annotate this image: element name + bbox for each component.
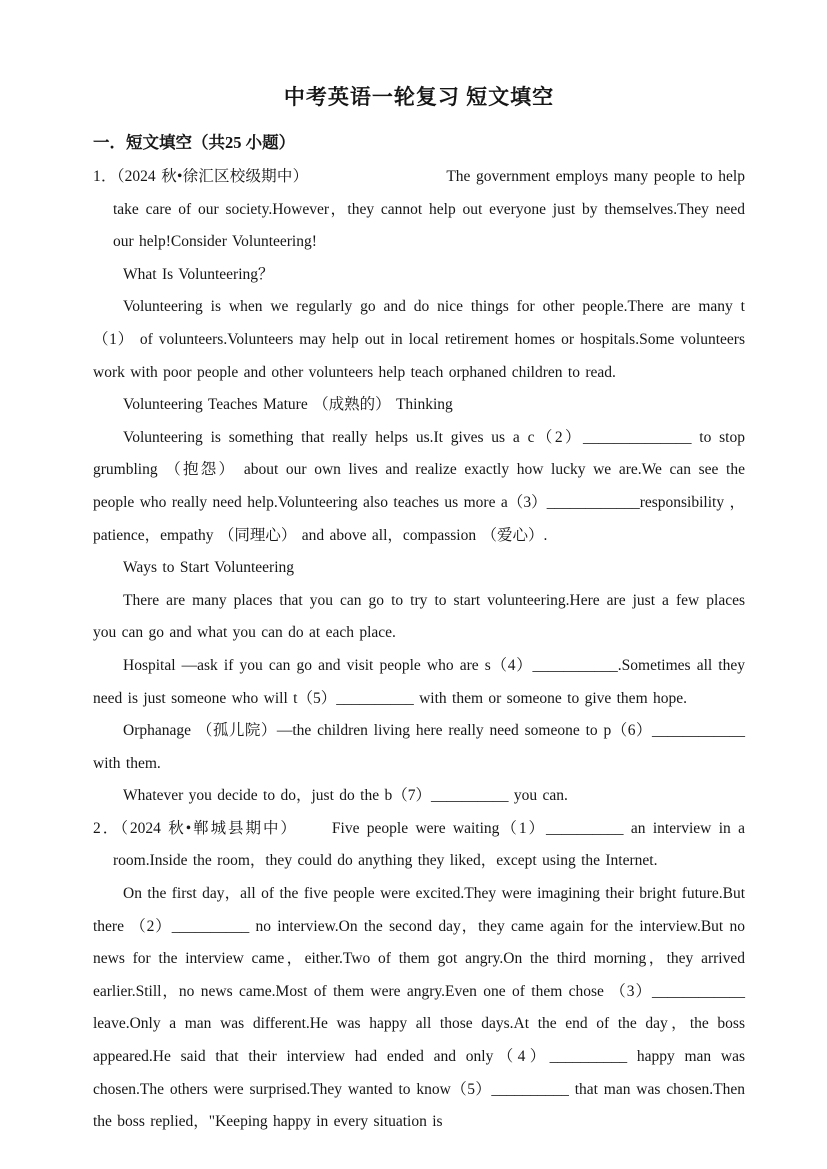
item-number: 2． xyxy=(93,819,121,837)
item-paragraph: Ways to Start Volunteering xyxy=(123,559,295,577)
item-paragraph: Volunteering Teaches Mature （成熟的） Thinking xyxy=(123,396,453,414)
item-paragraph: Whatever you decide to do，just do the b（7）__________ you can. xyxy=(123,787,568,805)
item-lead-paragraph xyxy=(93,161,745,259)
exercise-item-2 xyxy=(93,813,745,1139)
item-number: 1． xyxy=(93,168,117,185)
item-paragraph: Hospital —ask if you can go and visit people who are s（4）___________.Sometimes all they need is just someone who will t（5）__________ with them or someone to give them hope. xyxy=(93,656,745,707)
item-paragraph: Volunteering is something that really helps us.It gives us a c（2）______________ to stop grumbling （抱怨） about our own lives and realize exactly how lucky we are.We can see the people who really need help.Volunteering also teaches us more a（3）____________responsibility ，patience，empathy （同理心） and above all，compassion （爱心）. xyxy=(93,428,745,544)
item-paragraph: What Is Volunteering？ xyxy=(123,265,274,283)
item-paragraph: Volunteering is when we regularly go and do nice things for other people.There are many t（1） of volunteers.Volunteers may help out in local retirement homes or hospitals.Some volunteers work with poor people and other volunteers help teach orphaned children to read. xyxy=(93,298,745,381)
item-lead-text: Five people were waiting（1）__________ an interview in a room.Inside the room，they could do anything they liked，except using the Internet. xyxy=(113,819,745,870)
item-lead-text: The government employs many people to help take care of our society.However，they cannot help out everyone just by themselves.They need our help!Consider Volunteering! xyxy=(113,168,745,251)
item-paragraph: On the first day，all of the five people were excited.They were imagining their bright future.But there （2）__________ no interview.On the second day，they came again for the interview.But no news for the interview came，either.Two of them got angry.On the third morning，they arrived earlier.Still，no news came.Most of them were angry.Even one of them chose （3）____________ leave.Only a man was different.He was happy all those days.At the end of the day，the boss appeared.He said that their interview had ended and only（4）__________ happy man was chosen.The others were surprised.They wanted to know（5）__________ that man was chosen.Then the boss replied，"Keeping happy in every situation is xyxy=(93,885,745,1131)
item-lead-paragraph xyxy=(93,813,745,878)
item-paragraph: There are many places that you can go to try to start volunteering.Here are just a few places you can go and what you can do at each place. xyxy=(93,591,745,642)
exercise-item-1 xyxy=(93,161,745,813)
item-source: （2024 秋•郸城县期中） xyxy=(120,819,298,837)
tab-gap xyxy=(308,180,446,181)
tab-gap xyxy=(298,832,332,833)
section-heading: 一．短文填空（共25 小题） xyxy=(93,133,296,152)
item-source: （2024 秋•徐汇区校级期中） xyxy=(116,168,309,185)
page-title: 中考英语一轮复习 短文填空 xyxy=(283,85,555,109)
item-paragraph: Orphanage （孤儿院）—the children living here really need someone to p（6）____________ with them. xyxy=(93,722,745,772)
